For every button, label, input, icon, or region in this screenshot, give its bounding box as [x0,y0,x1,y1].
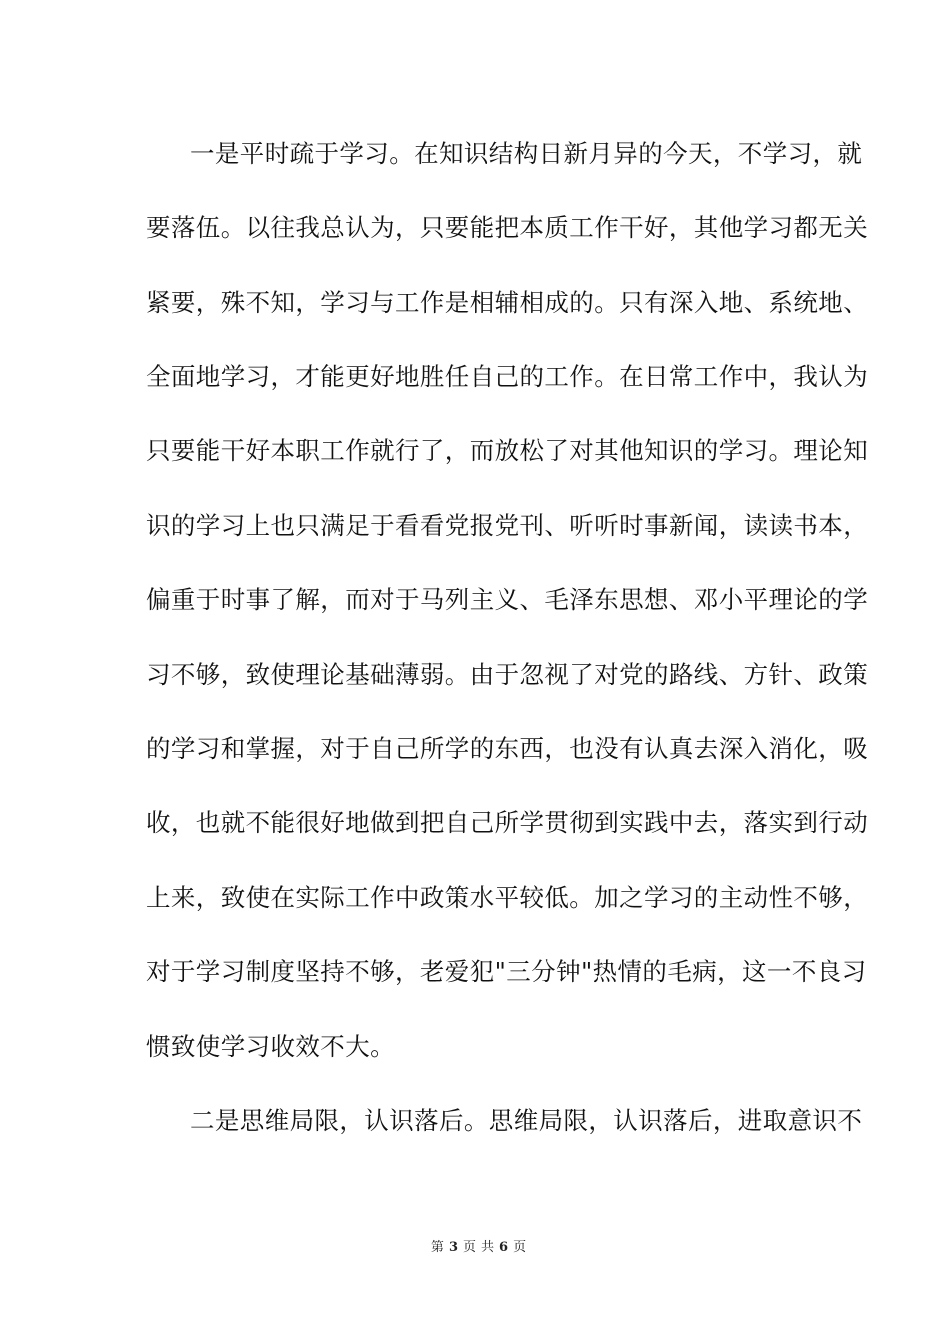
footer-total-word: 共 [481,1240,496,1255]
paragraph-1-line-13: 惯致使学习收效不大。 [146,1032,395,1061]
footer-prefix: 第 [430,1240,445,1255]
paragraph-1-line-11: 上来，致使在实际工作中政策水平较低。加之学习的主动性不够， [146,883,869,912]
footer-page-word: 页 [462,1240,477,1255]
footer-suffix: 页 [513,1240,528,1255]
paragraph-1-line-3: 紧要，殊不知，学习与工作是相辅相成的。只有深入地、系统地、 [146,288,869,317]
paragraph-1-line-4: 全面地学习，才能更好地胜任自己的工作。在日常工作中，我认为 [146,362,869,391]
paragraph-1-line-5: 只要能干好本职工作就行了，而放松了对其他知识的学习。理论知 [146,436,869,465]
paragraph-1-line-7: 偏重于时事了解，而对于马列主义、毛泽东思想、邓小平理论的学 [146,585,869,614]
paragraph-1-line-10: 收，也就不能很好地做到把自己所学贯彻到实践中去，落实到行动 [146,808,869,837]
paragraph-1-line-1: 一是平时疏于学习。在知识结构日新月异的今天，不学习，就 [190,139,863,168]
paragraph-1-line-12: 对于学习制度坚持不够，老爱犯"三分钟"热情的毛病，这一不良习 [146,957,867,986]
page-footer [0,1236,950,1255]
paragraph-2-line-1: 二是思维局限，认识落后。思维局限，认识落后，进取意识不 [190,1106,863,1135]
footer-current-page: 3 [448,1240,459,1255]
paragraph-1-line-6: 识的学习上也只满足于看看党报党刊、听听时事新闻，读读书本， [146,511,869,540]
paragraph-1-line-8: 习不够，致使理论基础薄弱。由于忽视了对党的路线、方针、政策 [146,660,869,689]
paragraph-1-line-2: 要落伍。以往我总认为，只要能把本质工作干好，其他学习都无关 [146,213,869,242]
paragraph-1-line-9: 的学习和掌握，对于自己所学的东西，也没有认真去深入消化，吸 [146,734,869,763]
footer-total-pages: 6 [499,1240,510,1255]
